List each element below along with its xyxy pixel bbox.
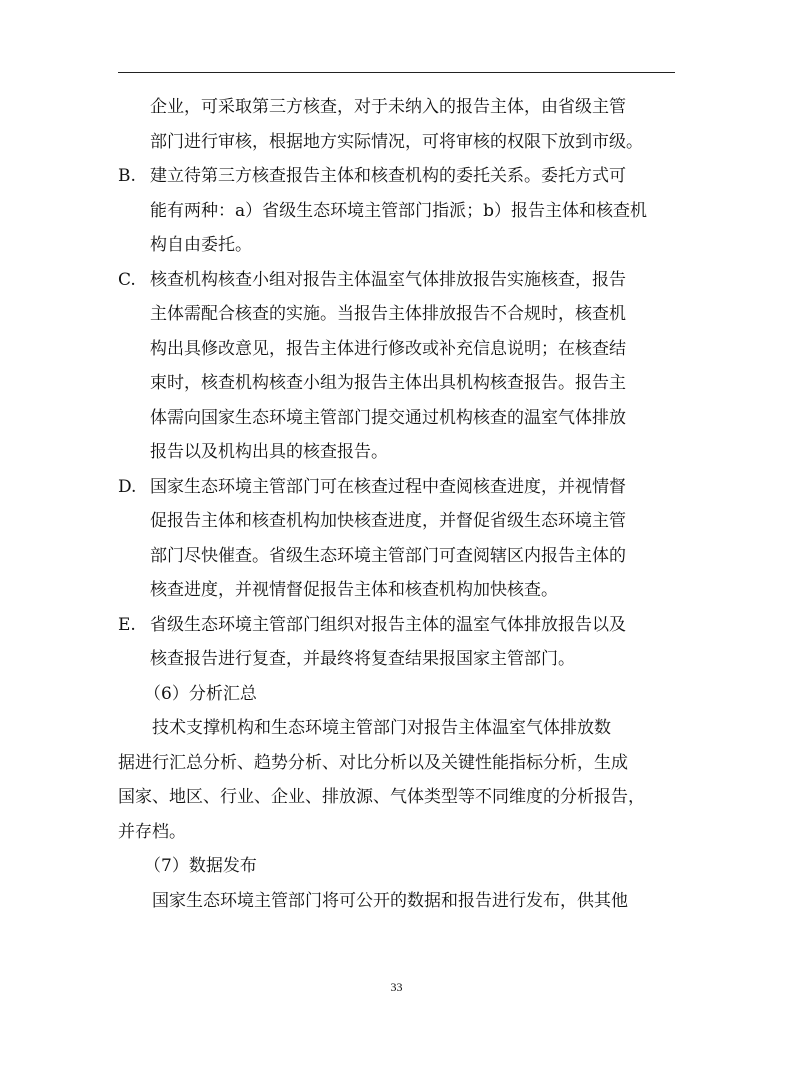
text-line: 主体需配合核查的实施。当报告主体排放报告不合规时，核查机	[150, 304, 626, 324]
list-item-b	[118, 159, 675, 194]
text-line: 企业，可采取第三方核查，对于未纳入的报告主体，由省级主管	[150, 97, 626, 117]
text-line: 部门尽快催查。省级生态环境主管部门可查阅辖区内报告主体的	[150, 545, 626, 566]
list-label: D.	[118, 476, 137, 497]
text-line: 核查报告进行复查，并最终将复查结果报国家主管部门。	[150, 649, 575, 669]
text-line: 据进行汇总分析、趋势分析、对比分析以及关键性能指标分析，生成	[118, 752, 628, 773]
section-heading-6: （6）分析汇总	[144, 683, 257, 704]
text-line: 部门进行审核，根据地方实际情况，可将审核的权限下放到市级。	[150, 131, 643, 152]
list-label: B.	[118, 166, 136, 186]
text-line: 体需向国家生态环境主管部门提交通过机构核查的温室气体排放	[150, 407, 626, 428]
paragraph-first-line: 国家生态环境主管部门将可公开的数据和报告进行发布，供其他	[152, 890, 628, 911]
list-label: E.	[118, 614, 136, 635]
list-item-e	[118, 608, 675, 643]
paragraph-first-line: 技术支撑机构和生态环境主管部门对报告主体温室气体排放数	[152, 718, 611, 738]
list-item-c	[118, 263, 675, 298]
text-line: 能有两种：a）省级生态环境主管部门指派；b）报告主体和核查机	[150, 200, 648, 221]
text-line: 核查进度，并视情督促报告主体和核查机构加快核查。	[150, 580, 558, 600]
list-label: C.	[118, 269, 136, 290]
header-rule	[118, 72, 675, 73]
text-line: 国家生态环境主管部门可在核查过程中查阅核查进度，并视情督	[150, 476, 626, 497]
text-line: 建立待第三方核查报告主体和核查机构的委托关系。委托方式可	[150, 166, 626, 186]
list-item-d	[118, 470, 675, 505]
section-heading-7: （7）数据发布	[144, 856, 257, 876]
text-line: 报告以及机构出具的核查报告。	[150, 442, 388, 462]
page-number: 33	[390, 980, 403, 994]
document-body	[118, 90, 675, 918]
text-line: 国家、地区、行业、企业、排放源、气体类型等不同维度的分析报告，	[118, 787, 645, 807]
text-line: 并存档。	[118, 821, 186, 842]
text-line: 促报告主体和核查机构加快核查进度，并督促省级生态环境主管	[150, 511, 626, 531]
text-line: 构出具修改意见，报告主体进行修改或补充信息说明；在核查结	[150, 338, 626, 359]
text-line: 束时，核查机构核查小组为报告主体出具机构核查报告。报告主	[150, 373, 626, 393]
text-line: 核查机构核查小组对报告主体温室气体排放报告实施核查，报告	[150, 269, 626, 290]
text-line: 构自由委托。	[150, 235, 252, 255]
text-line: 省级生态环境主管部门组织对报告主体的温室气体排放报告以及	[150, 614, 626, 635]
